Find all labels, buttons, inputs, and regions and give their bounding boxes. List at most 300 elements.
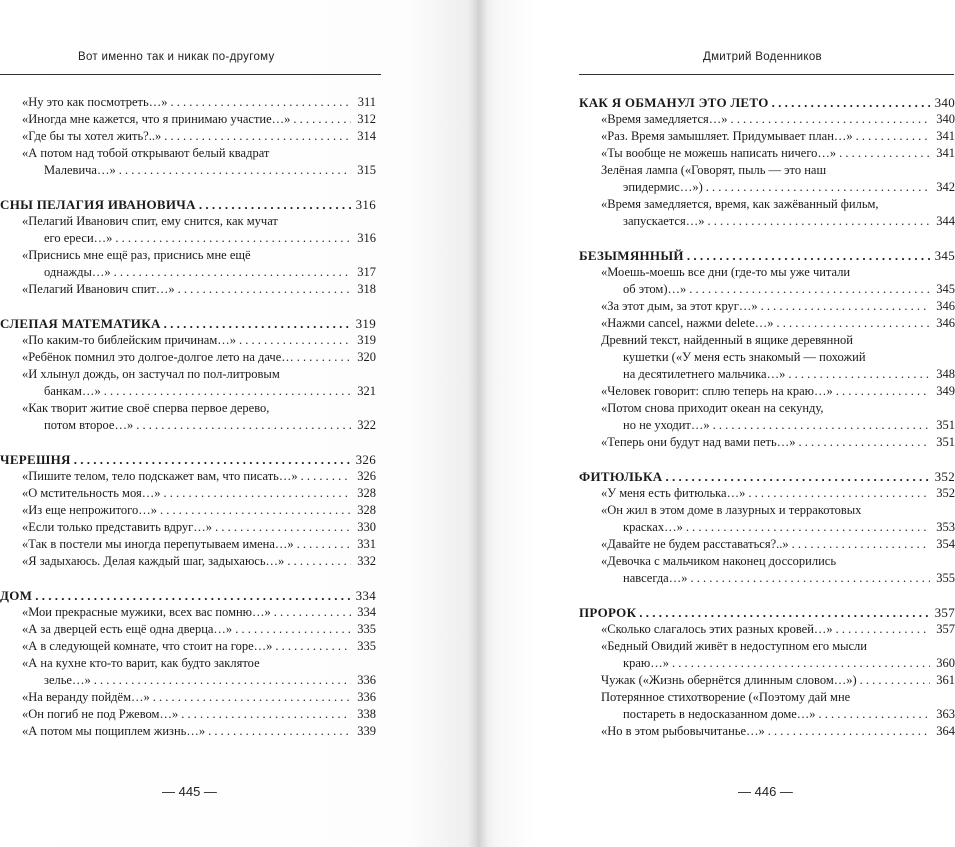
dot-leader (301, 468, 351, 485)
section-heading (0, 451, 376, 468)
page-ref: 351 (936, 418, 955, 432)
page-number: — 446 — (738, 784, 793, 799)
dot-leader (115, 230, 351, 247)
dot-leader (690, 570, 930, 587)
section-title: ДОМ (0, 588, 33, 603)
page-ref: 340 (936, 112, 955, 126)
toc-entry-line (579, 553, 955, 570)
toc-entry-line (0, 366, 376, 383)
toc-entry (579, 111, 955, 128)
entry-text: краю…» (623, 656, 669, 670)
dot-leader (860, 672, 930, 689)
page-ref: 338 (357, 707, 376, 721)
entry-text: «Сколько слагалось этих разных кровей…» (601, 622, 833, 636)
running-head: Дмитрий Воденников (703, 51, 822, 63)
toc-entry (579, 264, 955, 298)
section-heading (579, 247, 955, 264)
page-ref: 341 (936, 129, 955, 143)
toc-entry-line (0, 519, 376, 536)
page-ref: 335 (357, 622, 376, 636)
entry-text: на десятилетнего мальчика…» (623, 367, 786, 381)
section-title: СНЫ ПЕЛАГИЯ ИВАНОВИЧА (0, 197, 196, 212)
entry-text: «У меня есть фитюлька…» (601, 486, 746, 500)
entry-text: Зелёная лампа («Говорят, пыль — это наш (601, 163, 827, 177)
toc-entry-line (579, 281, 955, 298)
entry-text: «Как творит житие своё сперва первое дерево, (22, 401, 270, 415)
dot-leader (839, 145, 930, 162)
entry-text: об этом)…» (623, 282, 687, 296)
toc-entry (579, 400, 955, 434)
entry-text: «Бедный Овидий живёт в недоступном его мысли (601, 639, 867, 653)
dot-leader (178, 281, 351, 298)
page-ref: 311 (357, 95, 376, 109)
toc-entry-line (0, 332, 376, 349)
right-page (478, 0, 955, 847)
toc-entry-line (579, 689, 955, 706)
toc-entry-line (579, 417, 955, 434)
entry-text: «За этот дым, за этот круг…» (601, 299, 758, 313)
toc-entry-line (579, 366, 955, 383)
dot-leader (768, 723, 930, 740)
toc-entry (0, 247, 376, 281)
page-ref: 319 (357, 333, 376, 347)
toc-entry-line (579, 349, 955, 366)
toc-entry (0, 621, 376, 638)
toc-entry (0, 213, 376, 247)
dot-leader (239, 332, 351, 349)
page-ref: 360 (936, 656, 955, 670)
toc-entry (579, 672, 955, 689)
entry-text: «Ну это как посмотреть…» (22, 95, 168, 109)
dot-leader (297, 536, 351, 553)
toc-entry-line (579, 298, 955, 315)
toc-entry-line (0, 281, 376, 298)
page-ref: 334 (355, 588, 376, 603)
dot-leader (208, 723, 351, 740)
entry-text: Чужак («Жизнь обернётся длинным словом…») (601, 673, 857, 687)
dot-leader (761, 298, 930, 315)
entry-text: «Нажми cancel, нажми delete…» (601, 316, 774, 330)
toc-entry (0, 502, 376, 519)
entry-text: «Приснись мне ещё раз, приснись мне ещё (22, 248, 251, 262)
toc-section (579, 94, 955, 230)
toc-entry-line (579, 179, 955, 196)
entry-text: «Иногда мне кажется, что я принимаю участие…» (22, 112, 291, 126)
toc-entry (579, 638, 955, 672)
toc-entry (579, 536, 955, 553)
page-ref: 316 (357, 231, 376, 245)
dot-leader (94, 672, 351, 689)
entry-text: банкам…» (44, 384, 101, 398)
toc-entry-line (0, 468, 376, 485)
entry-text: «Теперь они будут над вами петь…» (601, 435, 796, 449)
dot-leader (687, 247, 930, 264)
dot-leader (199, 196, 351, 213)
toc-section (0, 196, 376, 298)
page-ref: 314 (357, 129, 376, 143)
toc-entry-line (579, 638, 955, 655)
page-ref: 320 (357, 350, 376, 364)
page-ref: 339 (357, 724, 376, 738)
toc-entry (0, 366, 376, 400)
table-of-contents (0, 94, 376, 757)
dot-leader (748, 485, 930, 502)
running-head: Вот именно так и никак по-другому (78, 51, 275, 63)
toc-entry (0, 400, 376, 434)
page-ref: 316 (355, 197, 376, 212)
page-ref: 357 (934, 605, 955, 620)
page-ref: 318 (357, 282, 376, 296)
header-rule (579, 74, 954, 75)
entry-text: «Мои прекрасные мужики, всех вас помню…» (22, 605, 271, 619)
toc-entry (0, 638, 376, 655)
section-heading (0, 315, 376, 332)
dot-leader (798, 434, 930, 451)
page-ref: 332 (357, 554, 376, 568)
entry-text: «Потом снова приходит океан на секунду, (601, 401, 824, 415)
table-of-contents (579, 94, 955, 757)
entry-text: «А потом над тобой открывают белый квадрат (22, 146, 270, 160)
section-title: КАК Я ОБМАНУЛ ЭТО ЛЕТО (579, 95, 769, 110)
toc-entry (0, 332, 376, 349)
dot-leader (713, 417, 930, 434)
toc-section (0, 587, 376, 740)
toc-entry-line (0, 553, 376, 570)
entry-text: «Где бы ты хотел жить?..» (22, 129, 162, 143)
toc-section (579, 604, 955, 740)
toc-entry (0, 706, 376, 723)
entry-text: «И хлынул дождь, он застучал по пол-литровым (22, 367, 280, 381)
toc-section (0, 451, 376, 570)
section-heading (0, 587, 376, 604)
dot-leader (836, 621, 930, 638)
page-ref: 344 (936, 214, 955, 228)
toc-entry-line (0, 94, 376, 111)
page-ref: 345 (936, 282, 955, 296)
page-ref: 353 (936, 520, 955, 534)
dot-leader (164, 315, 351, 332)
toc-entry (579, 723, 955, 740)
page-ref: 331 (357, 537, 376, 551)
entry-text: «Моешь-моешь все дни (где-то мы уже читали (601, 265, 851, 279)
page-ref: 312 (357, 112, 376, 126)
dot-leader (275, 638, 351, 655)
toc-entry-line (0, 723, 376, 740)
toc-section (0, 94, 376, 179)
toc-entry-line (579, 502, 955, 519)
page-ref: 317 (357, 265, 376, 279)
toc-entry (0, 519, 376, 536)
entry-text: «Давайте не будем расставаться?..» (601, 537, 789, 551)
entry-text: «А на кухне кто-то варит, как будто заклятое (22, 656, 260, 670)
entry-text: «Он погиб не под Ржевом…» (22, 707, 179, 721)
page-ref: 340 (934, 95, 955, 110)
toc-entry (0, 111, 376, 128)
entry-text: однажды…» (44, 265, 111, 279)
toc-entry (579, 298, 955, 315)
page-ref: 335 (357, 639, 376, 653)
toc-entry (0, 604, 376, 621)
dot-leader (788, 366, 930, 383)
toc-entry (579, 502, 955, 536)
section-title: ФИТЮЛЬКА (579, 469, 663, 484)
dot-leader (792, 536, 930, 553)
entry-text: потом второе…» (44, 418, 134, 432)
section-heading (0, 196, 376, 213)
toc-entry-line (0, 247, 376, 264)
toc-entry (579, 196, 955, 230)
page-ref: 330 (357, 520, 376, 534)
dot-leader (706, 179, 930, 196)
page-ref: 363 (936, 707, 955, 721)
section-heading (579, 94, 955, 111)
entry-text: Древний текст, найденный в ящике деревянной (601, 333, 853, 347)
toc-entry-line (579, 145, 955, 162)
entry-text: «Он жил в этом доме в лазурных и терракотовых (601, 503, 862, 517)
dot-leader (35, 587, 351, 604)
toc-entry-line (0, 706, 376, 723)
dot-leader (772, 94, 930, 111)
dot-leader (104, 383, 351, 400)
toc-entry-line (579, 383, 955, 400)
toc-entry-line (579, 332, 955, 349)
toc-entry-line (579, 672, 955, 689)
entry-text: эпидермис…») (623, 180, 703, 194)
toc-entry (579, 621, 955, 638)
toc-entry (579, 485, 955, 502)
section-title: ЧЕРЕШНЯ (0, 452, 71, 467)
toc-entry (0, 655, 376, 689)
dot-leader (235, 621, 351, 638)
toc-entry-line (579, 536, 955, 553)
toc-entry (0, 485, 376, 502)
dot-leader (287, 553, 351, 570)
page-ref: 354 (936, 537, 955, 551)
toc-entry-line (0, 417, 376, 434)
toc-entry-line (579, 434, 955, 451)
toc-entry (579, 145, 955, 162)
entry-text: «О мстительность моя…» (22, 486, 161, 500)
toc-entry-line (579, 264, 955, 281)
dot-leader (170, 94, 351, 111)
dot-leader (819, 706, 930, 723)
toc-entry-line (579, 315, 955, 332)
entry-text: красках…» (623, 520, 683, 534)
entry-text: Малевича…» (44, 163, 116, 177)
toc-section (579, 247, 955, 451)
page-ref: 319 (355, 316, 376, 331)
entry-text: но не уходит…» (623, 418, 710, 432)
dot-leader (114, 264, 351, 281)
dot-leader (153, 689, 351, 706)
page-ref: 357 (936, 622, 955, 636)
entry-text: «На веранду пойдём…» (22, 690, 150, 704)
dot-leader (164, 128, 351, 145)
toc-entry-line (579, 196, 955, 213)
dot-leader (731, 111, 930, 128)
entry-text: запускается…» (623, 214, 705, 228)
entry-text: «Человек говорит: сплю теперь на краю…» (601, 384, 833, 398)
toc-entry (579, 315, 955, 332)
entry-text: «Я задыхаюсь. Делая каждый шаг, задыхаюсь…» (22, 554, 285, 568)
entry-text: «Пелагий Иванович спит, ему снится, как мучат (22, 214, 278, 228)
section-title: СЛЕПАЯ МАТЕМАТИКА (0, 316, 161, 331)
toc-entry-line (579, 128, 955, 145)
entry-text: Потерянное стихотворение («Поэтому дай мне (601, 690, 851, 704)
toc-entry (579, 553, 955, 587)
page-ref: 364 (936, 724, 955, 738)
page-ref: 348 (936, 367, 955, 381)
entry-text: зелье…» (44, 673, 91, 687)
toc-entry-line (579, 519, 955, 536)
toc-entry-line (0, 162, 376, 179)
toc-entry (0, 281, 376, 298)
toc-entry-line (579, 162, 955, 179)
toc-entry-line (0, 213, 376, 230)
page-ref: 326 (357, 469, 376, 483)
dot-leader (215, 519, 351, 536)
entry-text: «Ты вообще не можешь написать ничего…» (601, 146, 837, 160)
entry-text: постареть в недосказанном доме…» (623, 707, 816, 721)
page-ref: 341 (936, 146, 955, 160)
toc-entry (579, 689, 955, 723)
page-ref: 346 (936, 299, 955, 313)
toc-entry-line (0, 111, 376, 128)
toc-entry-line (0, 145, 376, 162)
toc-entry (0, 553, 376, 570)
book-gutter (468, 0, 488, 847)
section-title: ПРОРОК (579, 605, 637, 620)
toc-entry (0, 349, 376, 366)
toc-entry (579, 434, 955, 451)
toc-entry-line (0, 655, 376, 672)
entry-text: «Девочка с мальчиком наконец доссорились (601, 554, 837, 568)
section-heading (579, 604, 955, 621)
toc-entry-line (0, 128, 376, 145)
page-ref: 352 (936, 486, 955, 500)
toc-entry (0, 145, 376, 179)
page-ref: 336 (357, 673, 376, 687)
entry-text: «Так в постели мы иногда перепутываем имена…» (22, 537, 294, 551)
dot-leader (672, 655, 930, 672)
entry-text: «Из еще непрожитого…» (22, 503, 157, 517)
toc-entry-line (579, 485, 955, 502)
toc-entry-line (0, 230, 376, 247)
section-heading (579, 468, 955, 485)
dot-leader (639, 604, 930, 621)
toc-entry-line (0, 400, 376, 417)
entry-text: «Время замедляется…» (601, 112, 728, 126)
entry-text: «По каким-то библейским причинам…» (22, 333, 237, 347)
entry-text: «Время замедляется, время, как зажёванный фильм, (601, 197, 879, 211)
dot-leader (836, 383, 930, 400)
toc-entry-line (579, 111, 955, 128)
toc-entry (0, 536, 376, 553)
toc-entry-line (0, 638, 376, 655)
page-ref: 334 (357, 605, 376, 619)
entry-text: «Если только представить вдруг…» (22, 520, 213, 534)
page-ref: 351 (936, 435, 955, 449)
toc-entry-line (0, 383, 376, 400)
dot-leader (689, 281, 930, 298)
dot-leader (707, 213, 930, 230)
dot-leader (665, 468, 930, 485)
toc-entry (579, 162, 955, 196)
entry-text: «А в следующей комнате, что стоит на горе…» (22, 639, 273, 653)
dot-leader (297, 349, 351, 366)
dot-leader (777, 315, 930, 332)
toc-entry (0, 128, 376, 145)
toc-section (579, 468, 955, 587)
page-ref: 326 (355, 452, 376, 467)
entry-text: его ереси…» (44, 231, 113, 245)
toc-entry-line (0, 502, 376, 519)
toc-entry (0, 689, 376, 706)
page-ref: 315 (357, 163, 376, 177)
dot-leader (74, 451, 351, 468)
toc-entry (579, 383, 955, 400)
toc-entry (0, 723, 376, 740)
entry-text: «Пишите телом, тело подскажет вам, что писать…» (22, 469, 298, 483)
entry-text: навсегда…» (623, 571, 688, 585)
toc-entry-line (579, 706, 955, 723)
page-ref: 346 (936, 316, 955, 330)
page-ref: 328 (357, 503, 376, 517)
page-ref: 342 (936, 180, 955, 194)
toc-entry (579, 332, 955, 383)
toc-entry-line (0, 536, 376, 553)
page-ref: 328 (357, 486, 376, 500)
toc-entry (0, 468, 376, 485)
page-ref: 321 (357, 384, 376, 398)
toc-entry-line (0, 349, 376, 366)
toc-entry-line (0, 689, 376, 706)
toc-section (0, 315, 376, 434)
toc-entry-line (579, 723, 955, 740)
dot-leader (274, 604, 351, 621)
entry-text: «Но в этом рыбовычитанье…» (601, 724, 765, 738)
page-ref: 352 (934, 469, 955, 484)
toc-entry-line (579, 655, 955, 672)
section-title: БЕЗЫМЯННЫЙ (579, 248, 684, 263)
dot-leader (293, 111, 351, 128)
dot-leader (163, 485, 351, 502)
toc-entry-line (0, 604, 376, 621)
dot-leader (856, 128, 930, 145)
toc-entry-line (0, 264, 376, 281)
dot-leader (181, 706, 351, 723)
toc-entry-line (0, 621, 376, 638)
entry-text: «А потом мы пощиплем жизнь…» (22, 724, 206, 738)
page-ref: 345 (934, 248, 955, 263)
entry-text: «Раз. Время замышляет. Придумывает план…» (601, 129, 853, 143)
toc-entry-line (579, 400, 955, 417)
entry-text: «Пелагий Иванович спит…» (22, 282, 175, 296)
page-number: — 445 — (162, 784, 217, 799)
dot-leader (160, 502, 351, 519)
entry-text: «А за дверцей есть ещё одна дверца…» (22, 622, 233, 636)
toc-entry-line (0, 672, 376, 689)
dot-leader (686, 519, 930, 536)
header-rule (0, 74, 381, 75)
entry-text: «Ребёнок помнил это долгое-долгое лето на даче… (22, 350, 294, 364)
toc-entry-line (0, 485, 376, 502)
toc-entry-line (579, 621, 955, 638)
entry-text: кушетки («У меня есть знакомый — похожий (623, 350, 866, 364)
toc-entry (579, 128, 955, 145)
page-ref: 336 (357, 690, 376, 704)
toc-entry-line (579, 570, 955, 587)
